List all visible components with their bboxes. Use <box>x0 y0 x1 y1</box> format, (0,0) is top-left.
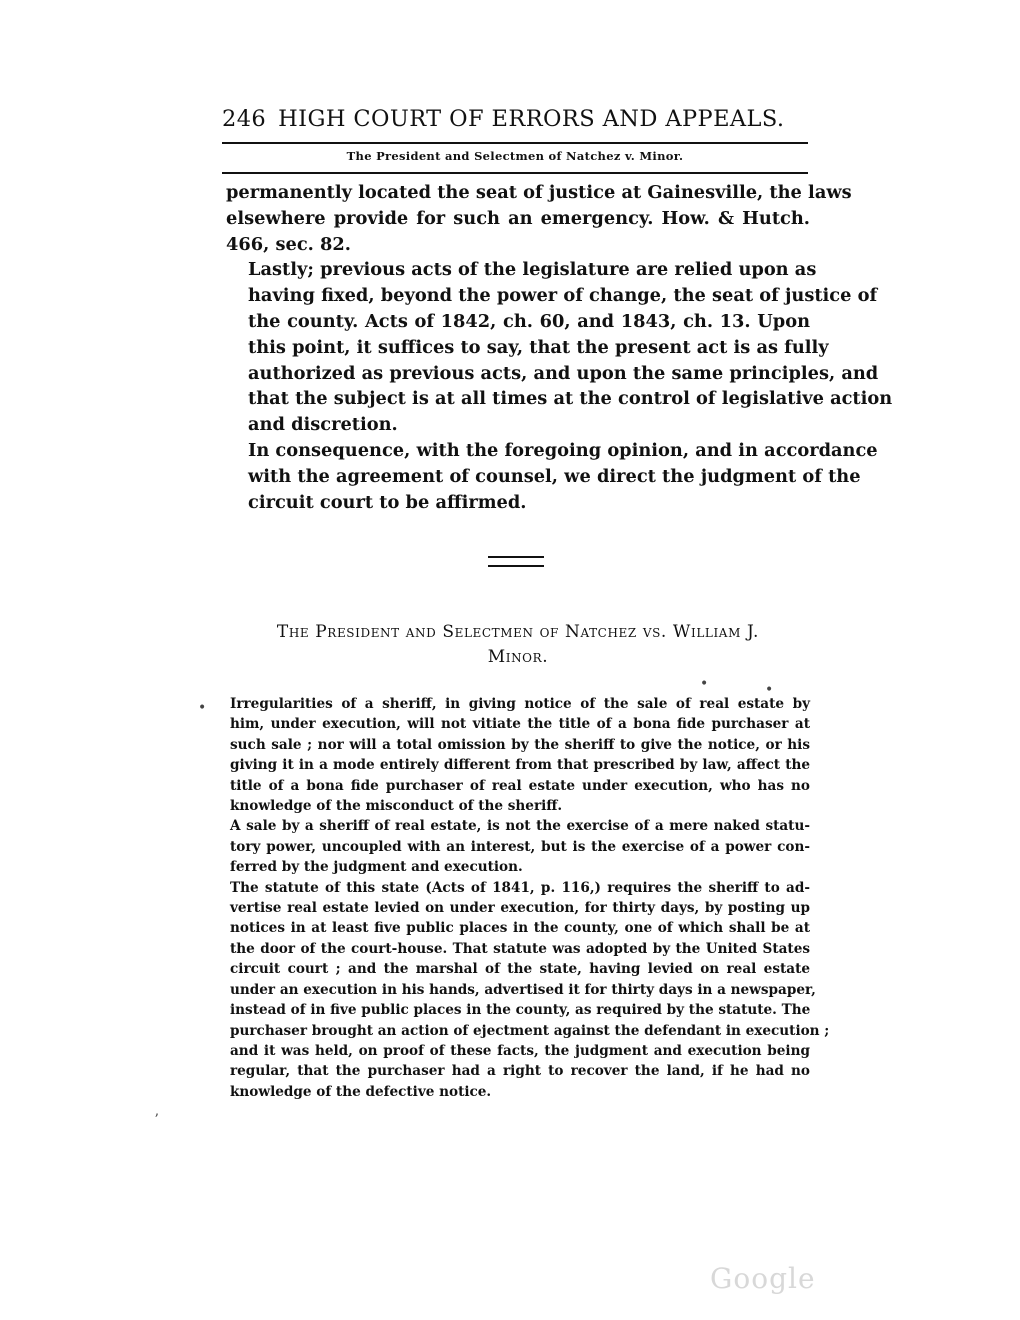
text-line: title of a bona fide purchaser of real estate under execution, who has no <box>230 777 810 794</box>
stray-mark: ʼ <box>154 1112 159 1128</box>
opinion-text <box>226 180 893 515</box>
text-line: and discretion. <box>248 414 398 436</box>
text-line: knowledge of the defective notice. <box>230 1083 492 1100</box>
opinion-paragraph <box>226 257 893 438</box>
text-line: and it was held, on proof of these facts, the judgment and execution being <box>230 1042 810 1059</box>
running-head-title: HIGH COURT OF ERRORS AND APPEALS. <box>278 106 785 132</box>
text-line: giving it in a mode entirely different from that prescribed by law, affect the <box>230 757 810 774</box>
text-line: such sale ; nor will a total omission by the sheriff to give the notice, or his <box>230 736 810 753</box>
text-line: this point, it suffices to say, that the present act is as fully <box>248 336 829 358</box>
opinion-paragraph <box>226 438 878 515</box>
text-line: regular, that the purchaser had a right to recover the land, if he had no <box>230 1063 810 1080</box>
text-line: notices in at least five public places in the county, one of which shall be at <box>230 920 810 937</box>
text-line: the door of the court-house. That statute was adopted by the United States <box>230 940 810 957</box>
text-line: In consequence, with the foregoing opinion, and in accordance <box>248 439 878 461</box>
header-rule-top <box>222 142 808 144</box>
google-watermark: Google <box>710 1262 816 1295</box>
text-line: knowledge of the misconduct of the sheriff. <box>230 798 563 815</box>
text-line: authorized as previous acts, and upon the same principles, and <box>248 362 879 384</box>
syllabus <box>230 694 830 1102</box>
stray-mark: • <box>198 700 207 716</box>
running-head <box>222 106 810 132</box>
case-title-line: Minor. <box>487 647 549 667</box>
text-line: purchaser brought an action of ejectment against the defendant in execution ; <box>230 1022 830 1039</box>
text-line: elsewhere provide for such an emergency. How. & Hutch. <box>226 207 810 229</box>
section-divider <box>488 565 544 567</box>
stray-mark: • <box>700 676 709 692</box>
text-line: A sale by a sheriff of real estate, is not the exercise of a mere naked statu- <box>230 818 810 835</box>
text-line: him, under execution, will not vitiate the title of a bona fide purchaser at <box>230 716 810 733</box>
text-line: tory power, uncoupled with an interest, but is the exercise of a power con- <box>230 838 810 855</box>
text-line: Irregularities of a sheriff, in giving notice of the sale of real estate by <box>230 696 810 712</box>
headnote <box>230 694 810 816</box>
stray-mark: • <box>765 682 774 698</box>
text-line: instead of in five public places in the county, as required by the statute. The <box>230 1002 811 1019</box>
text-line: with the agreement of counsel, we direct the judgment of the <box>248 465 861 487</box>
text-line: 466, sec. 82. <box>226 233 351 255</box>
header-rule-bottom <box>222 172 808 174</box>
text-line: ferred by the judgment and execution. <box>230 859 523 876</box>
text-line: having fixed, beyond the power of change, the seat of justice of <box>248 285 878 307</box>
section-divider <box>488 556 544 558</box>
text-line: The statute of this state (Acts of 1841, p. 116,) requires the sheriff to ad- <box>230 879 810 896</box>
opinion-paragraph <box>226 180 852 257</box>
text-line: the county. Acts of 1842, ch. 60, and 1843, ch. 13. Upon <box>248 310 810 332</box>
text-line: circuit court to be affirmed. <box>248 491 527 513</box>
text-line: permanently located the seat of justice at Gainesville, the laws <box>226 182 852 203</box>
text-line: under an execution in his hands, advertised it for thirty days in a newspaper, <box>230 981 816 998</box>
headnote <box>230 816 810 877</box>
case-title <box>226 620 810 670</box>
case-subheading: The President and Selectmen of Natchez v. Minor. <box>346 149 684 163</box>
page-number: 246 <box>222 106 267 132</box>
case-title-line: The President and Selectmen of Natchez vs. William J. <box>276 622 760 642</box>
text-line: Lastly; previous acts of the legislature are relied upon as <box>248 259 817 281</box>
text-line: circuit court ; and the marshal of the state, having levied on real estate <box>230 961 810 978</box>
headnote <box>230 878 830 1102</box>
text-line: vertise real estate levied on under execution, for thirty days, by posting up <box>230 900 810 917</box>
text-line: that the subject is at all times at the control of legislative action <box>248 388 893 410</box>
